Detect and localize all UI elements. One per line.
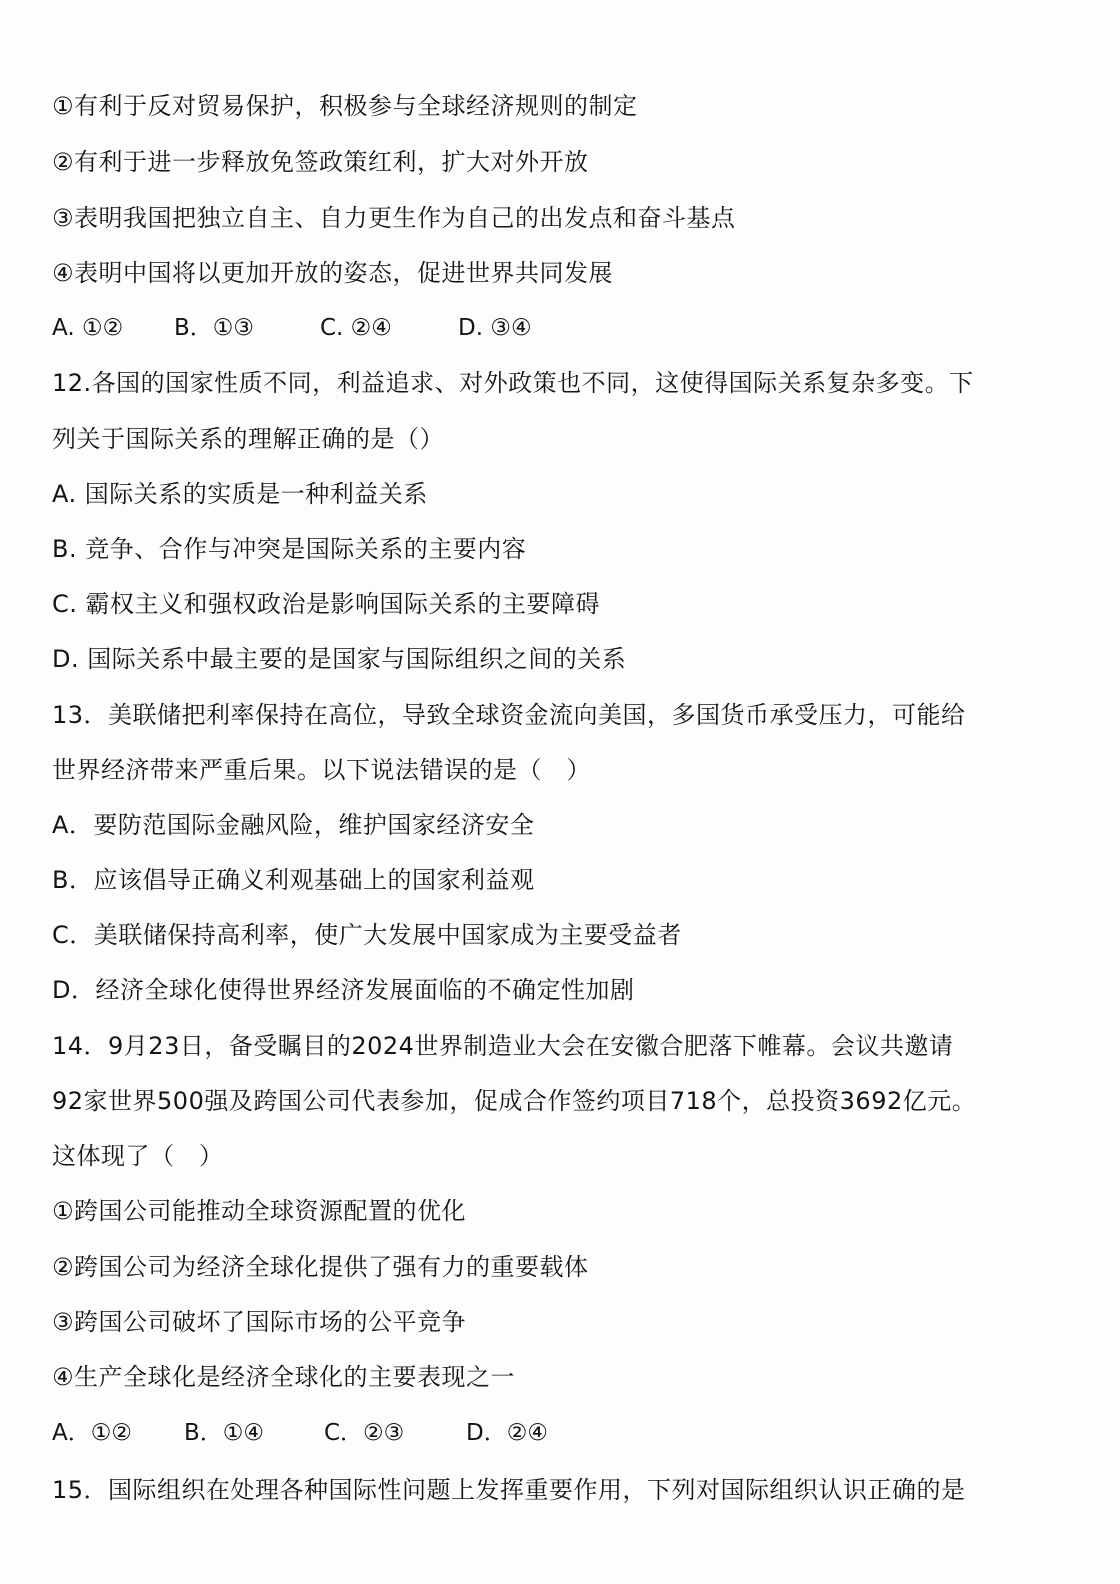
q14-item-1: ①跨国公司能推动全球资源配置的优化 (52, 1197, 467, 1225)
q13-option-c: C．美联储保持高利率，使广大发展中国家成为主要受益者 (52, 921, 682, 949)
q14-stem-line-1: 14．9月23日，备受瞩目的2024世界制造业大会在安徽合肥落下帷幕。会议共邀请 (52, 1032, 954, 1060)
q14-item-2: ②跨国公司为经济全球化提供了强有力的重要载体 (52, 1253, 589, 1281)
q15-stem-line-1: 15．国际组织在处理各种国际性问题上发挥重要作用，下列对国际组织认识正确的是 (52, 1476, 966, 1504)
q14-choice-b: B．①④ (184, 1420, 265, 1446)
q13-option-d: D．经济全球化使得世界经济发展面临的不确定性加剧 (52, 976, 635, 1004)
q14-item-3: ③跨国公司破坏了国际市场的公平竞争 (52, 1308, 467, 1336)
q12-stem-line-2: 列关于国际关系的理解正确的是（） (52, 425, 444, 453)
q12-stem-line-1: 12.各国的国家性质不同，利益追求、对外政策也不同，这使得国际关系复杂多变。下 (52, 369, 974, 397)
q14-choice-c: C．②③ (324, 1420, 405, 1446)
q14-choice-a: A．①② (52, 1420, 132, 1446)
q12-option-a: A. 国际关系的实质是一种利益关系 (52, 480, 428, 508)
q12-option-c: C. 霸权主义和强权政治是影响国际关系的主要障碍 (52, 590, 601, 618)
q13-option-b: B．应该倡导正确义利观基础上的国家利益观 (52, 866, 535, 894)
q11-item-4: ④表明中国将以更加开放的姿态，促进世界共同发展 (52, 259, 614, 287)
q14-stem-line-2: 92家世界500强及跨国公司代表参加，促成合作签约项目718个，总投资3692亿元。 (52, 1087, 977, 1115)
q13-stem-line-1: 13．美联储把利率保持在高位，导致全球资金流向美国，多国货币承受压力，可能给 (52, 701, 966, 729)
q14-choices (52, 1417, 548, 1449)
q11-choice-d: D. ③④ (458, 315, 532, 341)
q14-item-4: ④生产全球化是经济全球化的主要表现之一 (52, 1363, 516, 1391)
q13-stem-line-2: 世界经济带来严重后果。以下说法错误的是（ ） (52, 756, 591, 784)
q12-option-b: B. 竞争、合作与冲突是国际关系的主要内容 (52, 535, 527, 563)
q14-stem-line-3: 这体现了（ ） (52, 1142, 224, 1170)
q11-item-1: ①有利于反对贸易保护，积极参与全球经济规则的制定 (52, 92, 638, 120)
q11-choice-a: A. ①② (52, 315, 124, 341)
q13-option-a: A．要防范国际金融风险，维护国家经济安全 (52, 811, 535, 839)
q11-choices (52, 312, 532, 344)
q11-item-3: ③表明我国把独立自主、自力更生作为自己的出发点和奋斗基点 (52, 204, 736, 232)
q11-item-2: ②有利于进一步释放免签政策红利，扩大对外开放 (52, 148, 589, 176)
q12-option-d: D. 国际关系中最主要的是国家与国际组织之间的关系 (52, 645, 627, 673)
q11-choice-b: B．①③ (174, 315, 255, 341)
q14-choice-d: D．②④ (466, 1420, 548, 1446)
q11-choice-c: C. ②④ (320, 315, 392, 341)
